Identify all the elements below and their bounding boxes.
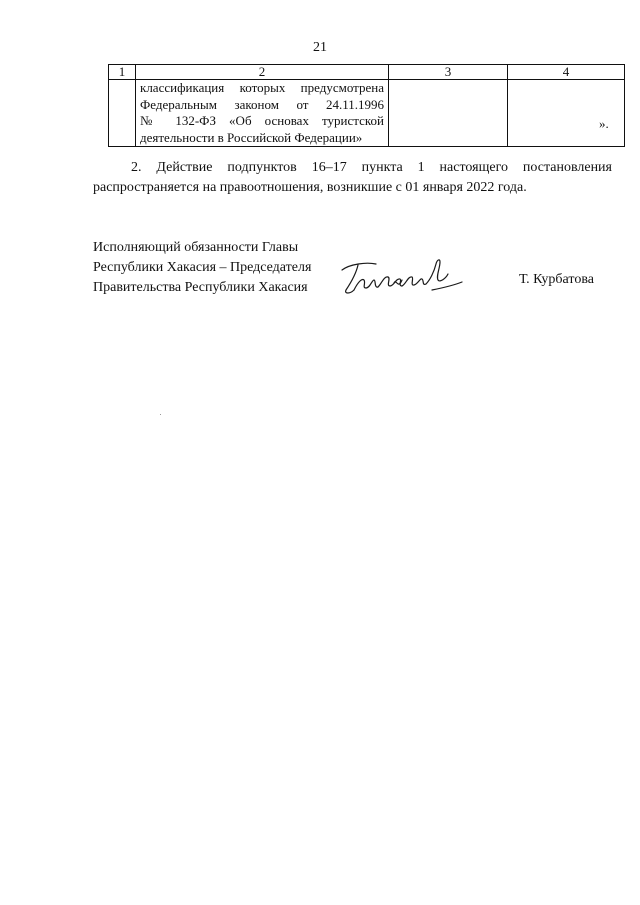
- cell-line: № 132-ФЗ «Об основах туристской: [140, 113, 384, 128]
- table-cell-col3: [389, 80, 508, 147]
- scan-speck: [160, 414, 161, 415]
- signatory-title: [93, 238, 311, 298]
- table-cell-col4: [508, 80, 625, 147]
- signatory-title-line: Правительства Республики Хакасия: [93, 280, 308, 295]
- table-header-cell-3: 3: [389, 65, 508, 80]
- closing-quote-mark: ».: [599, 116, 609, 131]
- paragraph-line-1: 2. Действие подпунктов 16–17 пункта 1 настоящего постановления: [131, 160, 612, 175]
- signatory-title-line: Республики Хакасия – Председателя: [93, 260, 312, 275]
- table-cell-col1: [109, 80, 136, 147]
- cell-line: классификация которых предусмотрена: [140, 80, 384, 95]
- cell-line: Федеральным законом от 24.11.1996: [140, 96, 384, 112]
- table-cell-col2: [136, 80, 389, 147]
- table-header-cell-4: 4: [508, 65, 625, 80]
- cell-line: деятельности в Российской Федерации»: [140, 129, 363, 145]
- table-header-cell-1: 1: [109, 65, 136, 80]
- paragraph-2: [93, 158, 612, 198]
- signer-name: Т. Курбатова: [519, 272, 594, 287]
- table-header-cell-2: 2: [136, 65, 389, 80]
- table-header-row: [109, 65, 625, 80]
- paragraph-line-2: распространяется на правоотношения, возникшие с 01 января 2022 года.: [93, 180, 527, 195]
- handwritten-signature: [336, 250, 466, 302]
- table-row: [109, 80, 625, 147]
- page-number: 21: [313, 40, 327, 55]
- continuation-table: [108, 64, 625, 147]
- signatory-title-line: Исполняющий обязанности Главы: [93, 240, 299, 255]
